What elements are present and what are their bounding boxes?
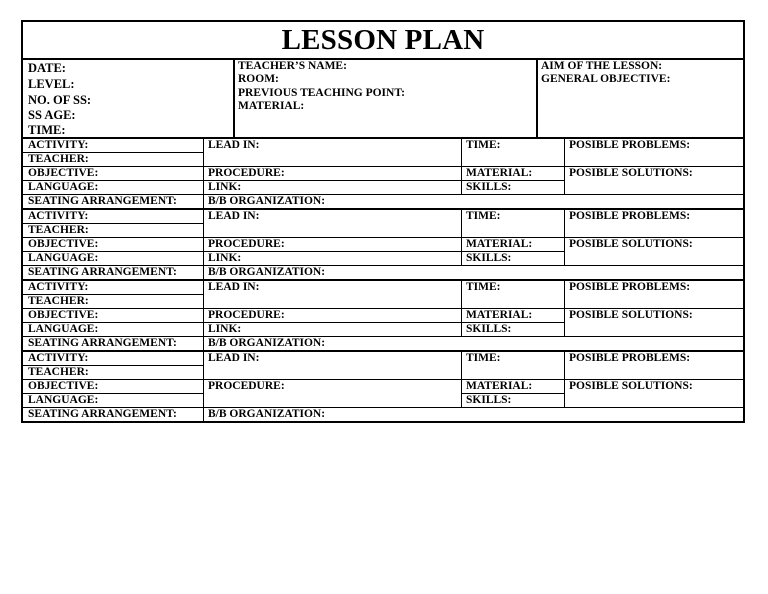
header-divider-right — [536, 58, 538, 138]
possible-solutions-label: POSIBLE SOLUTIONS: — [569, 309, 693, 321]
possible-solutions-label: POSIBLE SOLUTIONS: — [569, 238, 693, 250]
students-age-label: SS AGE: — [28, 108, 76, 122]
objective-label: OBJECTIVE: — [28, 167, 99, 179]
skills-label: SKILLS: — [466, 323, 512, 335]
language-label: LANGUAGE: — [28, 181, 99, 193]
seating-arrangement-label: SEATING ARRANGEMENT: — [28, 195, 177, 207]
lead-in-label: LEAD IN: — [208, 139, 260, 151]
previous-teaching-point-label: PREVIOUS TEACHING POINT: — [238, 87, 405, 99]
number-of-students-label: NO. OF SS: — [28, 93, 92, 107]
page-title: LESSON PLAN — [281, 24, 485, 56]
teacher-label: TEACHER: — [28, 224, 89, 236]
material-label: MATERIAL: — [466, 167, 533, 179]
time-label: TIME: — [466, 352, 501, 364]
teacher-label: TEACHER: — [28, 295, 89, 307]
procedure-label: PROCEDURE: — [208, 380, 285, 392]
activity-label: ACTIVITY: — [28, 210, 89, 222]
activity-label: ACTIVITY: — [28, 352, 89, 364]
lead-in-label: LEAD IN: — [208, 352, 260, 364]
skills-label: SKILLS: — [466, 181, 512, 193]
date-label: DATE: — [28, 61, 66, 75]
teacher-label: TEACHER: — [28, 366, 89, 378]
lesson-plan-form — [21, 20, 745, 423]
possible-solutions-label: POSIBLE SOLUTIONS: — [569, 167, 693, 179]
bb-organization-label: B/B ORGANIZATION: — [208, 266, 326, 278]
activity-label: ACTIVITY: — [28, 281, 89, 293]
objective-label: OBJECTIVE: — [28, 380, 99, 392]
procedure-label: PROCEDURE: — [208, 309, 285, 321]
possible-problems-label: POSIBLE PROBLEMS: — [569, 352, 691, 364]
procedure-label: PROCEDURE: — [208, 167, 285, 179]
procedure-label: PROCEDURE: — [208, 238, 285, 250]
seating-arrangement-label: SEATING ARRANGEMENT: — [28, 408, 177, 420]
link-label: LINK: — [208, 181, 242, 193]
time-label: TIME: — [466, 210, 501, 222]
link-label: LINK: — [208, 323, 242, 335]
seating-arrangement-label: SEATING ARRANGEMENT: — [28, 337, 177, 349]
aim-of-lesson-label: AIM OF THE LESSON: — [541, 60, 663, 72]
teacher-label: TEACHER: — [28, 153, 89, 165]
material-label: MATERIAL: — [466, 309, 533, 321]
skills-label: SKILLS: — [466, 394, 512, 406]
possible-problems-label: POSIBLE PROBLEMS: — [569, 139, 691, 151]
bb-organization-label: B/B ORGANIZATION: — [208, 408, 326, 420]
material-label: MATERIAL: — [466, 238, 533, 250]
time-label: TIME: — [466, 139, 501, 151]
level-label: LEVEL: — [28, 77, 75, 91]
teacher-name-label: TEACHER’S NAME: — [238, 60, 347, 72]
lead-in-label: LEAD IN: — [208, 281, 260, 293]
possible-solutions-label: POSIBLE SOLUTIONS: — [569, 380, 693, 392]
language-label: LANGUAGE: — [28, 323, 99, 335]
link-label: LINK: — [208, 252, 242, 264]
time-label: TIME: — [28, 123, 66, 137]
activity-label: ACTIVITY: — [28, 139, 89, 151]
language-label: LANGUAGE: — [28, 394, 99, 406]
lead-in-label: LEAD IN: — [208, 210, 260, 222]
time-label: TIME: — [466, 281, 501, 293]
possible-problems-label: POSIBLE PROBLEMS: — [569, 210, 691, 222]
objective-label: OBJECTIVE: — [28, 238, 99, 250]
bb-organization-label: B/B ORGANIZATION: — [208, 195, 326, 207]
possible-problems-label: POSIBLE PROBLEMS: — [569, 281, 691, 293]
room-label: ROOM: — [238, 73, 279, 85]
material-label: MATERIAL: — [238, 100, 305, 112]
header-divider-left — [233, 58, 235, 138]
language-label: LANGUAGE: — [28, 252, 99, 264]
objective-label: OBJECTIVE: — [28, 309, 99, 321]
general-objective-label: GENERAL OBJECTIVE: — [541, 73, 671, 85]
skills-label: SKILLS: — [466, 252, 512, 264]
bb-organization-label: B/B ORGANIZATION: — [208, 337, 326, 349]
seating-arrangement-label: SEATING ARRANGEMENT: — [28, 266, 177, 278]
material-label: MATERIAL: — [466, 380, 533, 392]
